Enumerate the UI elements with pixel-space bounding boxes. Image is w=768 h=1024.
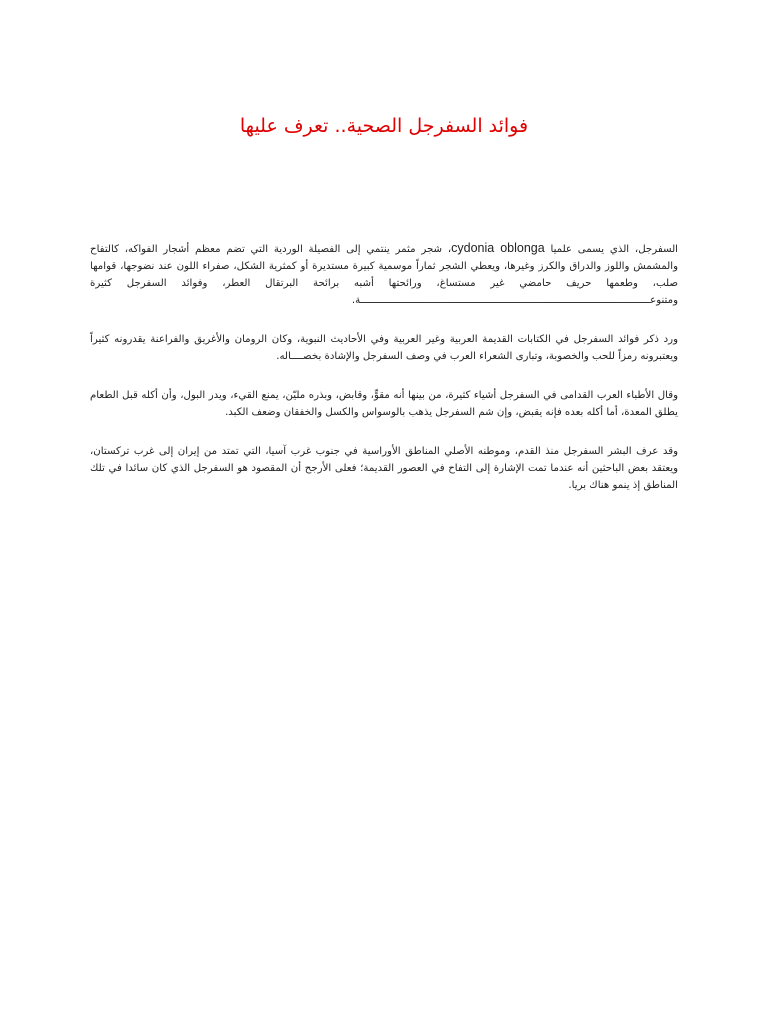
paragraph-intro <box>90 240 678 309</box>
scientific-name: cydonia oblonga <box>451 241 545 255</box>
paragraph-history: ورد ذكر فوائد السفرجل في الكتابات القديمة العربية وغير العربية وفي الأحاديث النبوية، وكان الرومان والأغريق والفراعنة يقدرونه كثيراً ويعتبرونه رمزاً للحب والخصوبة، وتبارى الشعراء العرب في وصف السفرجل والإشادة بخصــــاله. <box>90 334 678 362</box>
article-body <box>90 240 678 516</box>
article-title: فوائد السفرجل الصحية.. تعرف عليها <box>239 115 529 137</box>
paragraph-intro-rest: ، شجر مثمر ينتمي إلى الفصيلة الوردية التي تضم معظم أشجار الفواكه، كالتفاح والمشمش واللوز والدراق والكرز وغيرها، ويعطي الشجر ثماراً موسمية كبيرة مستديرة أو كمثرية الشكل، صفراء اللون عند نضوجها، قوامها صلب، وطعمها حريف حامضي غير مستساغ، ورائحتها أشبه برائحة البرتقال العطر، وفوائد السفرجل كثيرة ومتنوعـــــــــــــــــــــــــــــــــــــــــــــــــــــــــــــــــــــــــــــــــــــــــــــــــة. <box>90 244 678 306</box>
paragraph-arab-physicians: وقال الأطباء العرب القدامى في السفرجل أشياء كثيرة، من بينها أنه مقوٍّ، وقابض، وبذره مليّن، يمنع القيء، ويدر البول، وأن أكله قبل الطعام يطلق المعدة، أما أكله بعده فإنه يقبض، وإن شم السفرجل يذهب بالوسواس والكسل والخفقان وضعف الكبد. <box>90 390 678 418</box>
paragraph-intro-start: السفرجل، الذي يسمى علميا <box>544 244 678 255</box>
paragraph-origin: وقد عرف البشر السفرجل منذ القدم، وموطنه الأصلي المناطق الأوراسية في جنوب غرب آسيا، التي تمتد من إيران إلى غرب تركستان، ويعتقد بعض الباحثين أنه عندما تمت الإشارة إلى التفاح في العصور القديمة؛ فعلى الأرجح أن المقصود هو السفرجل الذي كان سائدا في تلك المناطق إذ ينمو هناك بريا. <box>90 446 678 491</box>
